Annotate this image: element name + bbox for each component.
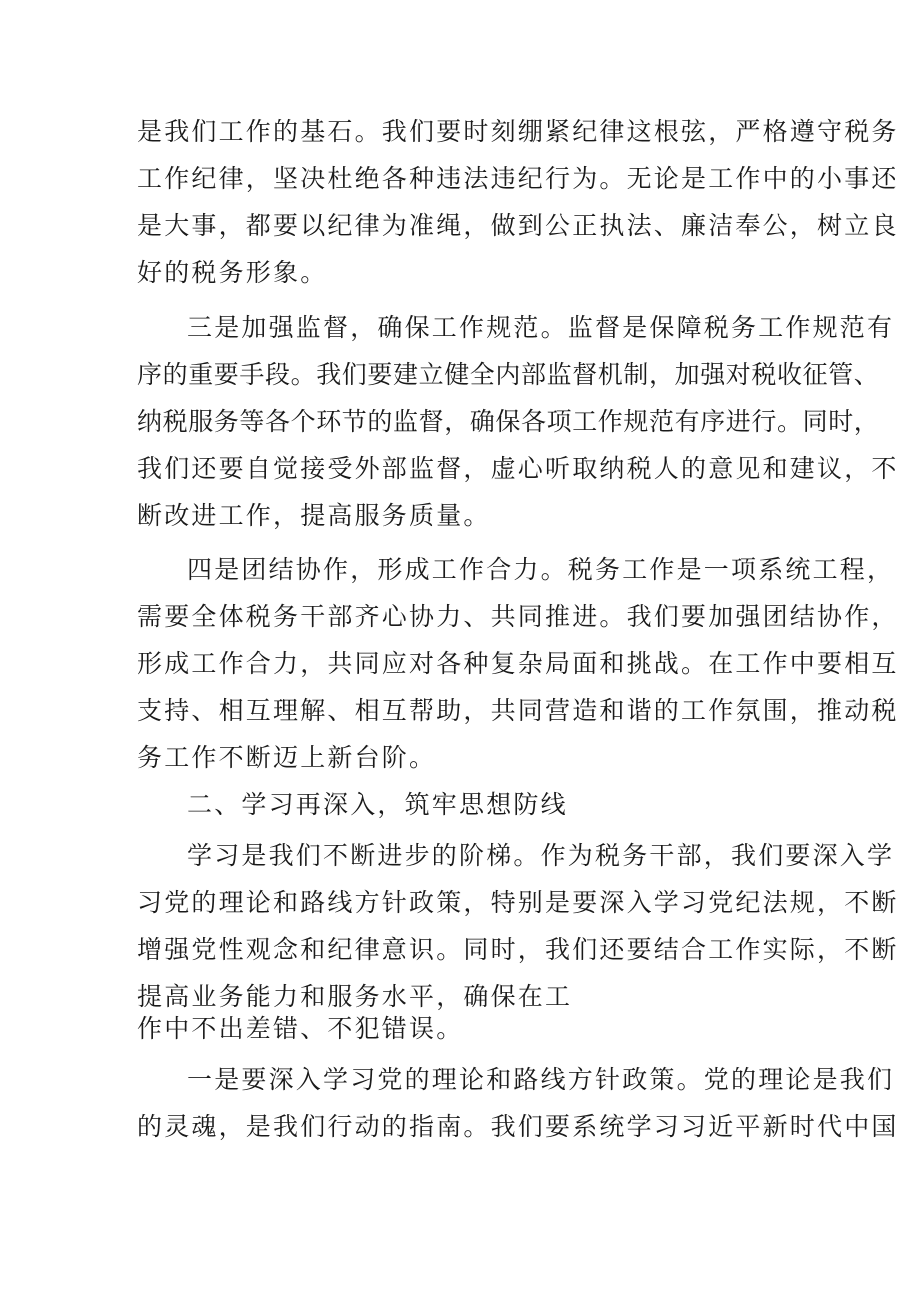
text-line: 需要全体税务干部齐心协力、共同推进。我们要加强团结协作， <box>137 602 899 631</box>
text-line: 纳税服务等各个环节的监督，确保各项工作规范有序进行。同时， <box>137 407 880 436</box>
text-line: 序的重要手段。我们要建立健全内部监督机制，加强对税收征管、 <box>137 360 880 389</box>
text-line: 形成工作合力，共同应对各种复杂局面和挑战。在工作中要相互 <box>137 649 899 678</box>
section-heading: 二、学习再深入，筑牢思想防线 <box>187 790 568 819</box>
paragraph-start-line: 四是团结协作，形成工作合力。税务工作是一项系统工程， <box>187 555 895 584</box>
text-line: 支持、相互理解、相互帮助，共同营造和谐的工作氛围，推动税 <box>137 696 899 725</box>
text-line: 断改进工作，提高服务质量。 <box>137 501 491 530</box>
text-line: 习党的理论和路线方针政策，特别是要深入学习党纪法规，不断 <box>137 888 899 917</box>
text-line: 的灵魂，是我们行动的指南。我们要系统学习习近平新时代中国 <box>137 1112 899 1141</box>
text-line: 是我们工作的基石。我们要时刻绷紧纪律这根弦，严格遵守税务 <box>137 117 899 146</box>
paragraph-start-line: 学习是我们不断进步的阶梯。作为税务干部，我们要深入学 <box>187 841 895 870</box>
paragraph-start-line: 三是加强监督，确保工作规范。监督是保障税务工作规范有 <box>187 313 895 342</box>
paragraph-start-line: 一是要深入学习党的理论和路线方针政策。党的理论是我们 <box>187 1065 895 1094</box>
text-line: 工作纪律，坚决杜绝各种违法违纪行为。无论是工作中的小事还 <box>137 164 899 193</box>
text-line: 务工作不断迈上新台阶。 <box>137 743 437 772</box>
text-line: 是大事，都要以纪律为准绳，做到公正执法、廉洁奉公，树立良 <box>137 211 899 240</box>
text-line: 提高业务能力和服务水平，确保在工 <box>137 982 573 1011</box>
text-line: 我们还要自觉接受外部监督，虚心听取纳税人的意见和建议，不 <box>137 454 899 483</box>
text-line: 作中不出差错、不犯错误。 <box>137 1014 464 1043</box>
text-line: 好的税务形象。 <box>137 258 328 287</box>
text-line: 增强党性观念和纪律意识。同时，我们还要结合工作实际，不断 <box>137 935 899 964</box>
